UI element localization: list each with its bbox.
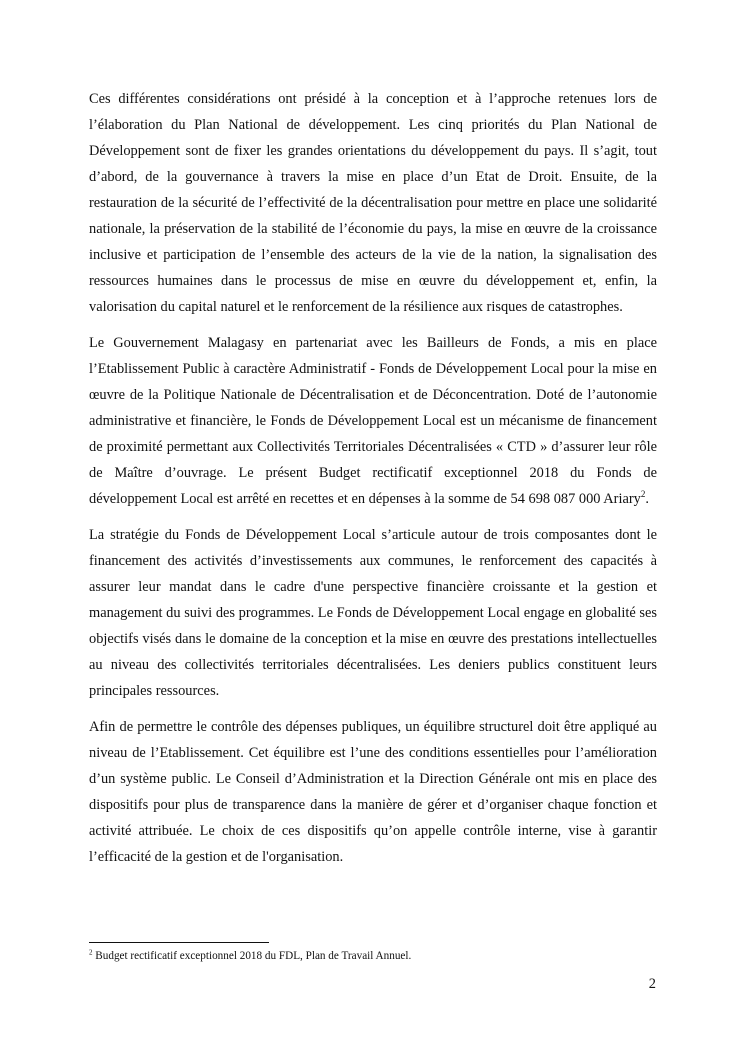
paragraph-2 (89, 330, 657, 512)
page-number: 2 (648, 976, 656, 992)
footnote-marker: 2 (89, 948, 93, 957)
footnote (89, 948, 657, 964)
paragraph-2-end: . (645, 491, 649, 507)
footnote-reference[interactable]: 2 (640, 489, 646, 500)
footnote-text: Budget rectificatif exceptionnel 2018 du FDL, Plan de Travail Annuel. (92, 950, 412, 962)
paragraph-4: Afin de permettre le contrôle des dépenses publiques, un équilibre structurel doit être appliqué au niveau de l’Etablissement. Cet équilibre est l’une des conditions essentielles pour l’amélioration d’un système public. Le Conseil d’Administration et la Direction Générale ont mis en place des dispositifs pour plus de transparence dans la manière de gérer et d’organiser chaque fonction et activité attribuée. Le choix de ces dispositifs qu’on appelle contrôle interne, vise à garantir l’efficacité de la gestion et de l'organisation. (89, 719, 657, 865)
footnote-divider (89, 942, 269, 943)
body-text (89, 86, 657, 880)
paragraph-2-text: Le Gouvernement Malagasy en partenariat avec les Bailleurs de Fonds, a mis en place l’Etablissement Public à caractère Administratif - Fonds de Développement Local pour la mise en œuvre de la Politique Nationale de Décentralisation et de Déconcentration. Doté de l’autonomie administrative et financière, le Fonds de Développement Local est un mécanisme de financement de proximité permettant aux Collectivités Territoriales Décentralisées « CTD » d’assurer leur rôle de Maître d’ouvrage. Le présent Budget rectificatif exceptionnel 2018 du Fonds de développement Local est arrêté en recettes et en dépenses à la somme de 54 698 087 000 Ariary (89, 335, 657, 507)
paragraph-3: La stratégie du Fonds de Développement Local s’articule autour de trois composantes dont le financement des activités d’investissements aux communes, le renforcement des capacités à assurer leur mandat dans le cadre d'une perspective financière croissante et la gestion et management du suivi des programmes. Le Fonds de Développement Local engage en globalité ses objectifs visés dans le domaine de la conception et la mise en œuvre des prestations intellectuelles au niveau des collectivités territoriales décentralisées. Les deniers publics constituent leurs principales ressources. (89, 527, 657, 699)
paragraph-1: Ces différentes considérations ont présidé à la conception et à l’approche retenues lors de l’élaboration du Plan National de développement. Les cinq priorités du Plan National de Développement sont de fixer les grandes orientations du développement du pays. Il s’agit, tout d’abord, de la gouvernance à travers la mise en place d’un Etat de Droit. Ensuite, de la restauration de la sécurité de l’effectivité de la décentralisation pour mettre en place une solidarité nationale, la préservation de la stabilité de l’économie du pays, la mise en œuvre de la croissance inclusive et participation de l’ensemble des acteurs de la vie de la nation, la signalisation des ressources humaines dans le processus de mise en œuvre du développement et, enfin, la valorisation du capital naturel et le renforcement de la résilience aux risques de catastrophes. (89, 91, 657, 315)
